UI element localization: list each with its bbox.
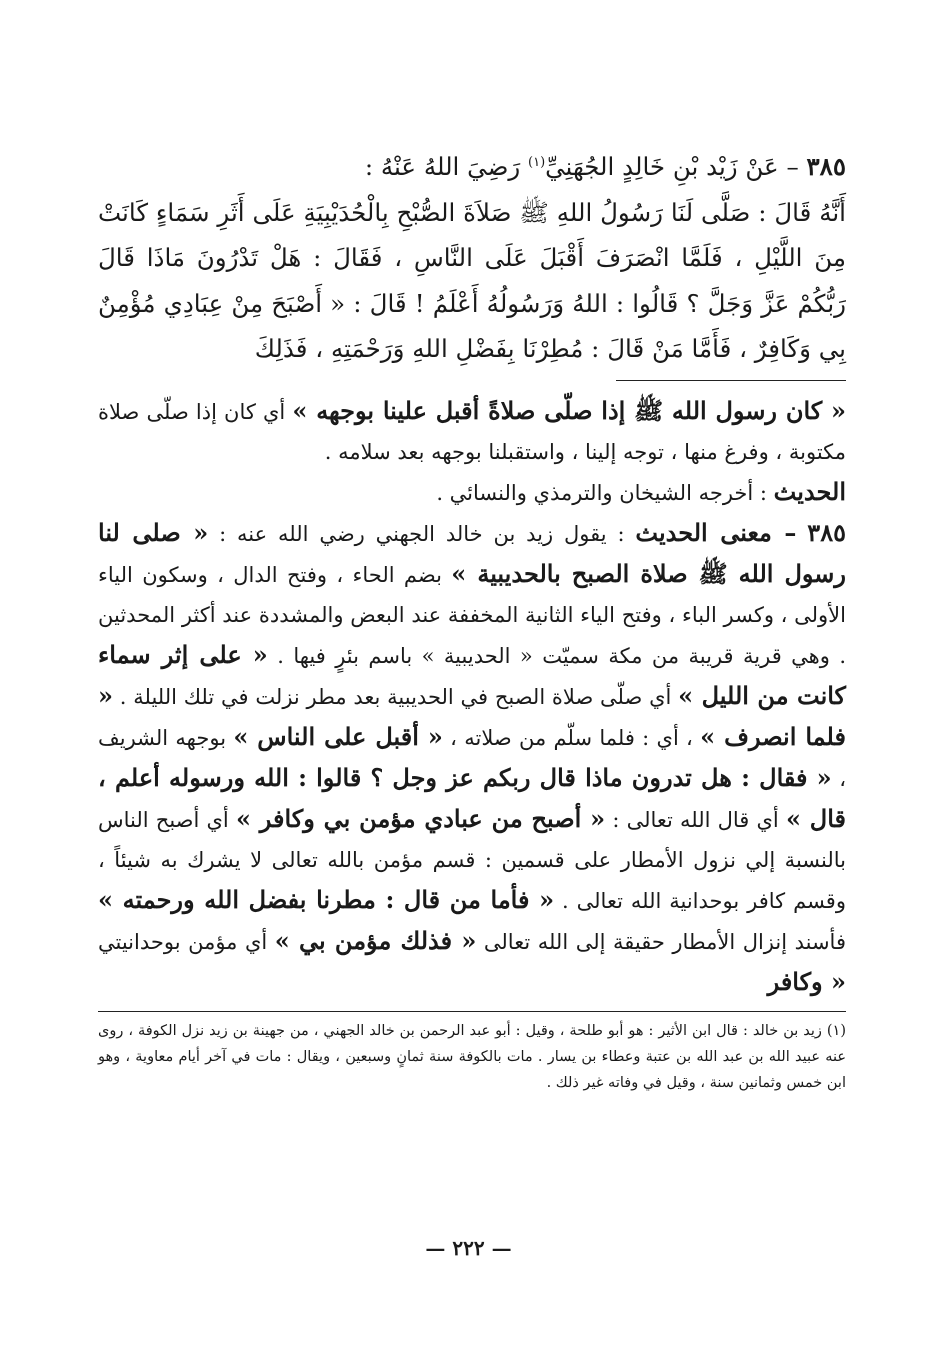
hadith-body (98, 190, 846, 372)
commentary-text: أي صلّى صلاة الصبح في الحديبية بعد مطر نزلت في تلك الليلة . (119, 684, 672, 709)
commentary-text: ، أي : فلما سلّم من صلاته ، (450, 725, 693, 750)
footnote-rule (98, 1011, 846, 1012)
quoted-phrase: « كان رسول الله ﷺ إذا صلّى صلاةً أقبل علينا بوجهه » (292, 395, 846, 425)
hadith-intro: عَنْ زَيْد بْنِ خَالِدٍ الجُهَنِيِّ (545, 152, 779, 182)
commentary-para-1 (98, 391, 846, 472)
meaning-number: ٣٨٥ (807, 517, 846, 547)
commentary-text: فأسند إنزال الأمطار حقيقة إلى الله تعالى (483, 929, 846, 954)
meaning-para (98, 513, 846, 1003)
hadith-source-label: الحديث (773, 476, 846, 506)
footnote-1: (١) زيد بن خالد : قال ابن الأثير : هو أبو طلحة ، وقيل : أبو عبد الرحمن بن خالد الجهني ، من جهينة بن زيد نزل الكوفة ، روى عنه عبيد الله بن عبد الله بن عتبة وعطاء بن يسار . مات بالكوفة سنة ثمانٍ وسبعين ، ويقال : مات في آخر أيام معاوية ، وهو ابن خمس وثمانين سنة ، وقيل في وفاته غير ذلك . (98, 1022, 846, 1091)
hadith-source-line (98, 472, 846, 513)
quoted-phrase: « فأما من قال : مطرنا بفضل الله ورحمته » (98, 884, 555, 914)
quoted-phrase: « فذلك مؤمن بي » (274, 925, 477, 955)
commentary (98, 391, 846, 1003)
quoted-phrase: « أصبح من عبادي مؤمن بي وكافر » (235, 803, 606, 833)
page-number: — ٢٢٢ — (425, 1236, 512, 1260)
hadith-dash: – (778, 152, 799, 182)
quoted-phrase: « وكافر (767, 966, 846, 996)
commentary-text: بضم الحاء ، وفتح الدال ، وسكون الياء الأولى ، وكسر الباء ، وفتح الياء الثانية المخففة عند البعض والمشددة عند أكثر المحدثين . وهي قرية قريبة من مكة سميّت « الحديبية » باسم بئرٍ فيها . (98, 562, 847, 668)
commentary-text: أي قال الله تعالى : (612, 807, 779, 832)
quoted-phrase: « على إثر سماء كانت من الليل » (98, 639, 846, 710)
quoted-phrase: « فلما انصرف » (98, 680, 846, 751)
commentary-text: أي أصبح الناس بالنسبة إلي نزول الأمطار على قسمين : قسم مؤمن بالله تعالى لا يشرك به شيئاً ، وقسم كافر بوحدانية الله تعالى . (98, 807, 846, 913)
commentary-text: أي كان إذا صلّى صلاة مكتوبة ، وفرغ منها ، توجه إلينا ، واستقبلنا بوجهه بعد سلامه . (98, 399, 846, 464)
separator-rule (616, 380, 846, 381)
hadith-header (98, 140, 846, 190)
quoted-phrase: « صلى لنا رسول الله ﷺ صلاة الصبح بالحديبية » (98, 517, 846, 588)
quoted-phrase: « فقال : هل تدرون ماذا قال ربكم عز وجل ؟ قالوا : الله ورسوله أعلم ، قال » (98, 762, 846, 833)
meaning-label: – معنى الحديث (635, 517, 797, 547)
hadith-number: ٣٨٥ (806, 152, 846, 182)
hadith-intro-end: رَضِيَ اللهُ عَنْهُ : (364, 152, 521, 182)
commentary-text: أي مؤمن بوحدانيتي (98, 929, 268, 954)
hadith-text (98, 140, 846, 372)
footnotes (98, 1018, 846, 1096)
hadith-body-text: أَنَّهُ قَالَ : صَلَّى لَنَا رَسُولُ اللهِ ﷺ صَلاَةَ الصُّبْحِ بِالْحُدَيْبِيَةِ عَلَى أَثَرِ سَمَاءٍ كَانَتْ مِنَ اللَّيْلِ ، فَلَمَّا انْصَرَفَ أَقْبَلَ عَلَى النَّاسِ ، فَقَالَ : هَلْ تَدْرُونَ مَاذَا قَالَ رَبُّكُمْ عَزَّ وَجَلَّ ؟ قَالُوا : اللهُ وَرَسُولُهُ أَعْلَمُ ! قَالَ : « أَصْبَحَ مِنْ عِبَادِي مُؤْمِنٌ بِي وَكَافِرٌ ، فَأَمَّا مَنْ قَالَ : مُطِرْنَا بِفَضْلِ اللهِ وَرَحْمَتِهِ ، فَذَلِكَ (98, 197, 846, 364)
quoted-phrase: « أقبل على الناس » (233, 721, 443, 751)
footnote-marker: (١) (528, 155, 546, 170)
meaning-intro: : يقول زيد بن خالد الجهني رضي الله عنه : (219, 521, 625, 546)
hadith-source-text: : أخرجه الشيخان والترمذي والنسائي . (436, 480, 767, 505)
commentary-text: بوجهه الشريف ، (98, 725, 846, 791)
book-page (98, 140, 846, 1096)
